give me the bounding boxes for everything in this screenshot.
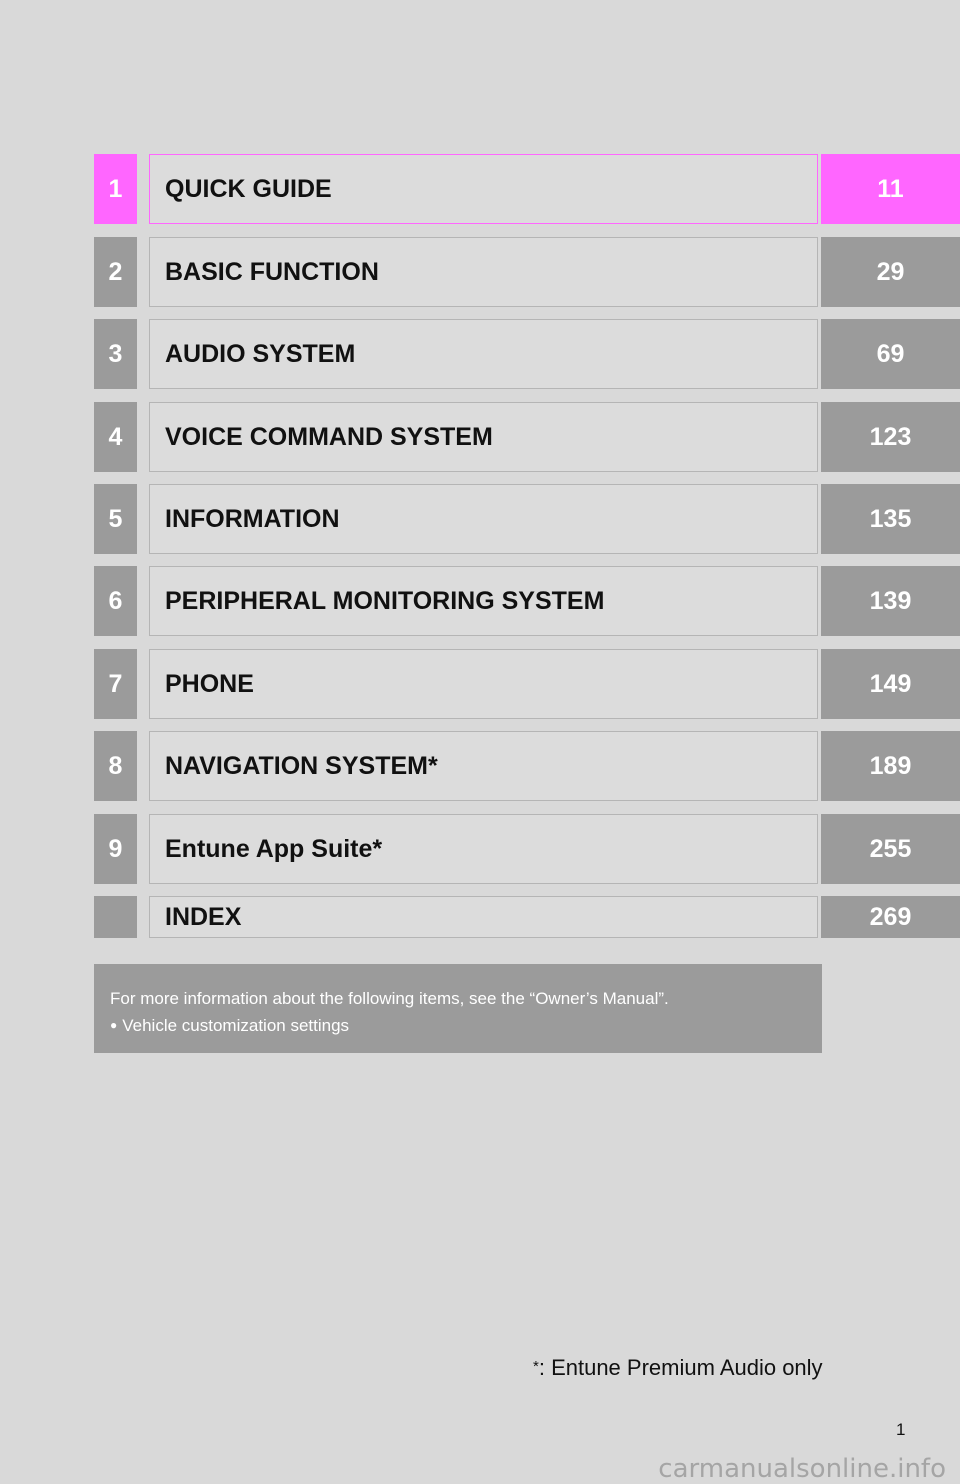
chapter-title: Entune App Suite*: [149, 814, 818, 884]
chapter-title: VOICE COMMAND SYSTEM: [149, 402, 818, 472]
chapter-title: PHONE: [149, 649, 818, 719]
chapter-page: 135: [821, 484, 960, 554]
chapter-number: 7: [94, 649, 137, 719]
chapter-title: AUDIO SYSTEM: [149, 319, 818, 389]
chapter-number: 6: [94, 566, 137, 636]
footnote-text: : Entune Premium Audio only: [538, 1355, 823, 1380]
chapter-page: 149: [821, 649, 960, 719]
chapter-number: 3: [94, 319, 137, 389]
owners-manual-note: [94, 964, 822, 1053]
chapter-page: 69: [821, 319, 960, 389]
toc-row-navigation-system[interactable]: [94, 731, 960, 801]
footnote: [533, 1355, 823, 1381]
note-text: For more information about the following items, see the “Owner’s Manual”.: [110, 989, 669, 1008]
note-bullet-item: [110, 1012, 806, 1039]
chapter-title: BASIC FUNCTION: [149, 237, 818, 307]
page-number: 1: [896, 1420, 906, 1439]
chapter-number: 1: [94, 154, 137, 224]
chapter-page: 255: [821, 814, 960, 884]
chapter-page: 123: [821, 402, 960, 472]
toc-row-index[interactable]: [94, 896, 960, 938]
chapter-title: INDEX: [149, 896, 818, 938]
chapter-title: QUICK GUIDE: [149, 154, 818, 224]
chapter-page: 11: [821, 154, 960, 224]
watermark: carmanualsonline.info: [658, 1454, 946, 1484]
chapter-number: 9: [94, 814, 137, 884]
chapter-title: PERIPHERAL MONITORING SYSTEM: [149, 566, 818, 636]
chapter-number: 8: [94, 731, 137, 801]
toc-row-quick-guide[interactable]: [94, 154, 960, 224]
chapter-page: 189: [821, 731, 960, 801]
asterisk-icon: *: [533, 1358, 539, 1375]
chapter-number: 2: [94, 237, 137, 307]
chapter-page: 269: [821, 896, 960, 938]
note-item-text: Vehicle customization settings: [122, 1016, 350, 1035]
toc-row-audio-system[interactable]: [94, 319, 960, 389]
chapter-number: 5: [94, 484, 137, 554]
toc-row-phone[interactable]: [94, 649, 960, 719]
chapter-number: [94, 896, 137, 938]
toc-row-peripheral-monitoring-system[interactable]: [94, 566, 960, 636]
chapter-page: 29: [821, 237, 960, 307]
toc-row-voice-command-system[interactable]: [94, 402, 960, 472]
chapter-number: 4: [94, 402, 137, 472]
toc-row-basic-function[interactable]: [94, 237, 960, 307]
chapter-page: 139: [821, 566, 960, 636]
chapter-title: NAVIGATION SYSTEM*: [149, 731, 818, 801]
bullet-icon: ●: [110, 1018, 118, 1032]
toc-row-information[interactable]: [94, 484, 960, 554]
toc-row-entune-app-suite[interactable]: [94, 814, 960, 884]
chapter-title: INFORMATION: [149, 484, 818, 554]
